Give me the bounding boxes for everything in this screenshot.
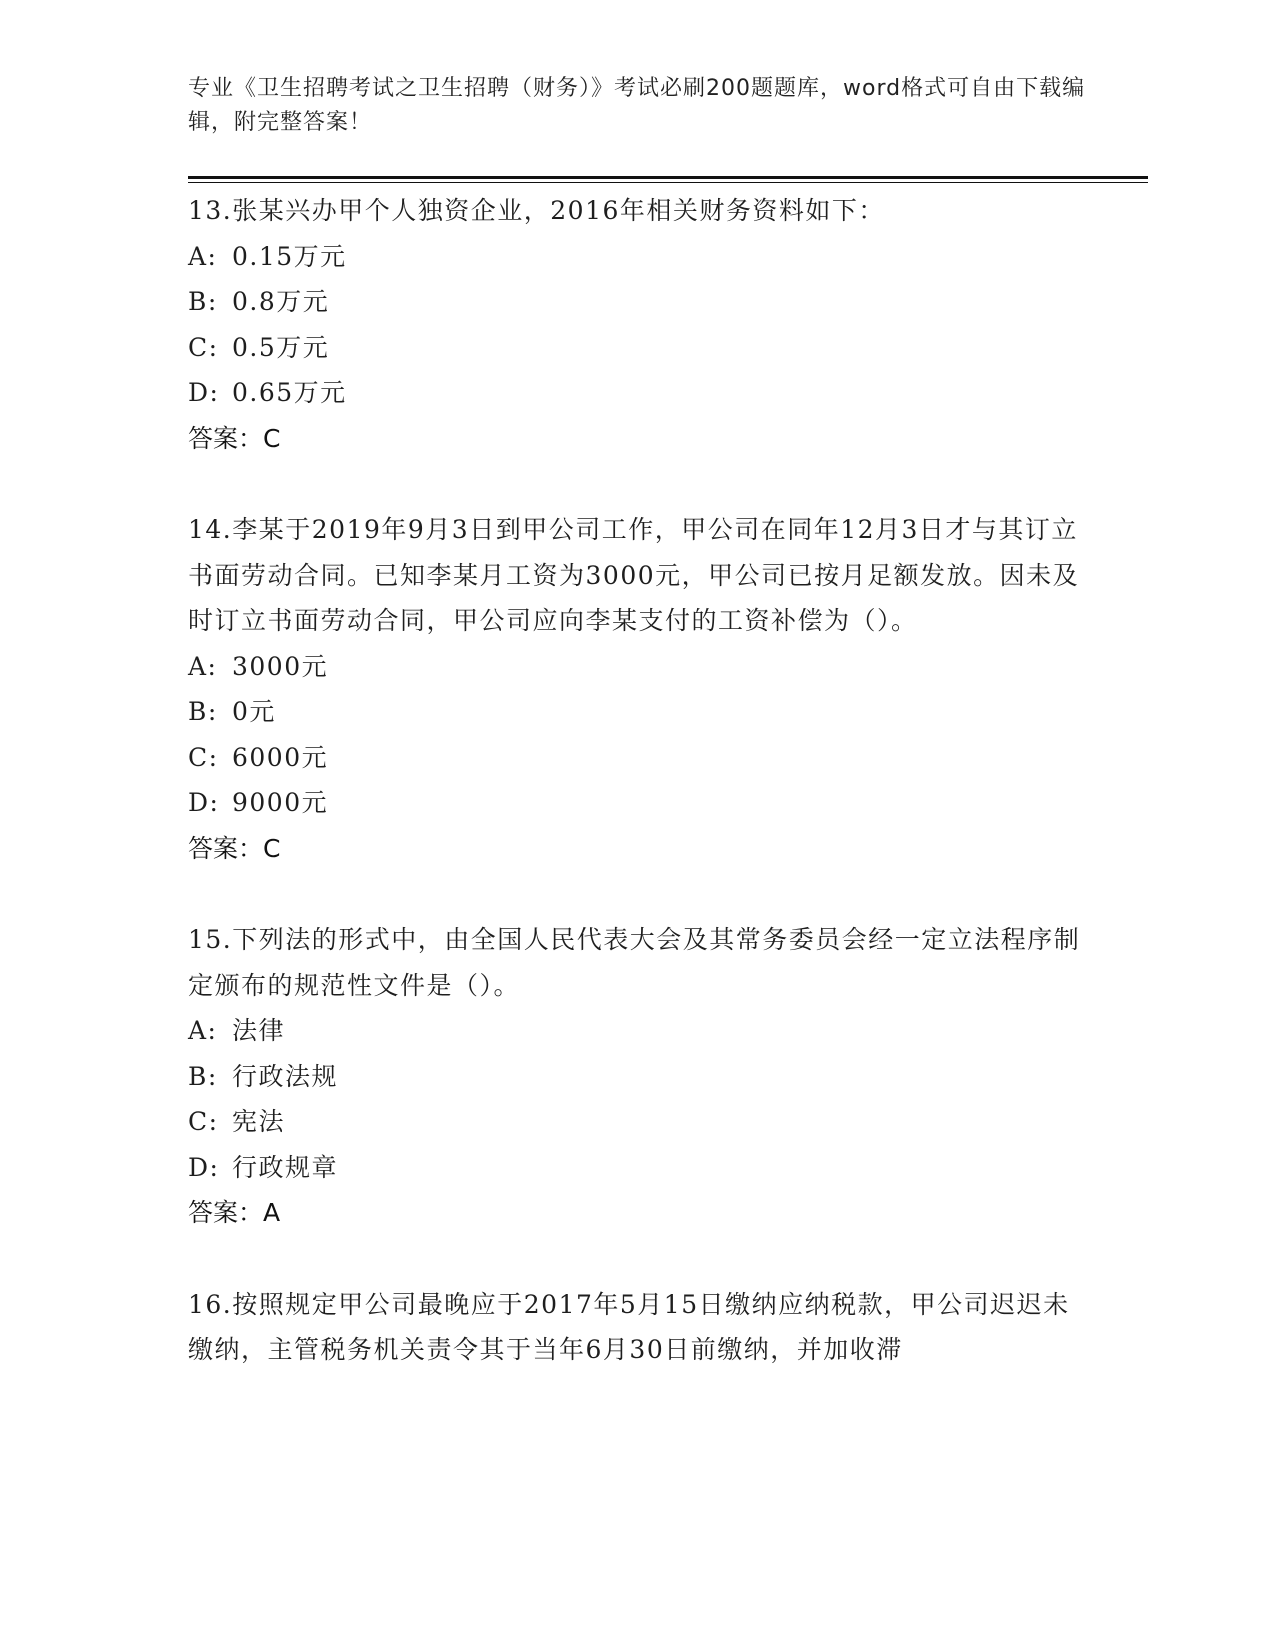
question-stem: 16.按照规定甲公司最晚应于2017年5月15日缴纳应纳税款，甲公司迟迟未缴纳，主管税务机关责令其于当年6月30日前缴纳，并加收滞 (188, 1289, 1070, 1364)
option-c (188, 1099, 1088, 1145)
question-stem: 13.张某兴办甲个人独资企业，2016年相关财务资料如下： (188, 196, 885, 225)
option-text: 0元 (232, 697, 276, 726)
option-letter: D: (188, 1152, 220, 1182)
option-d (188, 780, 1088, 826)
header-rule-thick (188, 176, 1148, 179)
option-letter: B: (188, 287, 218, 316)
questions-list (188, 188, 1088, 1419)
option-text: 0.65万元 (232, 378, 347, 407)
option-text: 行政法规 (232, 1061, 339, 1091)
option-text: 6000元 (232, 742, 329, 772)
answer-line: 答案：C (188, 423, 281, 453)
answer-line: 答案：A (188, 1198, 281, 1227)
option-b (188, 689, 1088, 735)
option-letter: A: (188, 241, 218, 271)
option-text: 0.15万元 (232, 241, 347, 271)
option-letter: A: (188, 651, 218, 681)
option-text: 行政规章 (232, 1152, 339, 1182)
option-b (188, 1054, 1088, 1100)
option-text: 宪法 (232, 1107, 286, 1136)
question-14 (188, 507, 1088, 871)
option-c (188, 325, 1088, 371)
option-letter: D: (188, 378, 220, 407)
question-stem: 14.李某于2019年9月3日到甲公司工作，甲公司在同年12月3日才与其订立书面劳动合同。已知李某月工资为3000元，甲公司已按月足额发放。因未及时订立书面劳动合同，甲公司应向李某支付的工资补偿为（）。 (188, 515, 1080, 635)
option-text: 法律 (232, 1016, 286, 1045)
option-d (188, 370, 1088, 416)
option-a (188, 234, 1088, 280)
option-letter: C: (188, 742, 219, 772)
option-letter: C: (188, 332, 219, 362)
option-text: 9000元 (232, 788, 329, 817)
option-a (188, 644, 1088, 690)
option-a (188, 1008, 1088, 1054)
option-letter: A: (188, 1016, 218, 1045)
option-text: 0.5万元 (232, 332, 330, 362)
option-b (188, 279, 1088, 325)
option-text: 3000元 (232, 651, 329, 681)
option-text: 0.8万元 (232, 287, 330, 316)
option-c (188, 735, 1088, 781)
header-rule-thin (188, 182, 1148, 183)
question-16 (188, 1282, 1088, 1373)
option-letter: C: (188, 1107, 219, 1136)
question-15 (188, 917, 1088, 1236)
question-13 (188, 188, 1088, 461)
option-letter: B: (188, 1061, 218, 1091)
document-header: 专业《卫生招聘考试之卫生招聘（财务）》考试必刷200题题库，word格式可自由下载编辑，附完整答案！ (188, 76, 1086, 135)
option-d (188, 1145, 1088, 1191)
option-letter: D: (188, 788, 220, 817)
option-letter: B: (188, 697, 218, 726)
question-stem: 15.下列法的形式中，由全国人民代表大会及其常务委员会经一定立法程序制定颁布的规范性文件是（）。 (188, 925, 1081, 1000)
answer-line: 答案：C (188, 833, 281, 863)
